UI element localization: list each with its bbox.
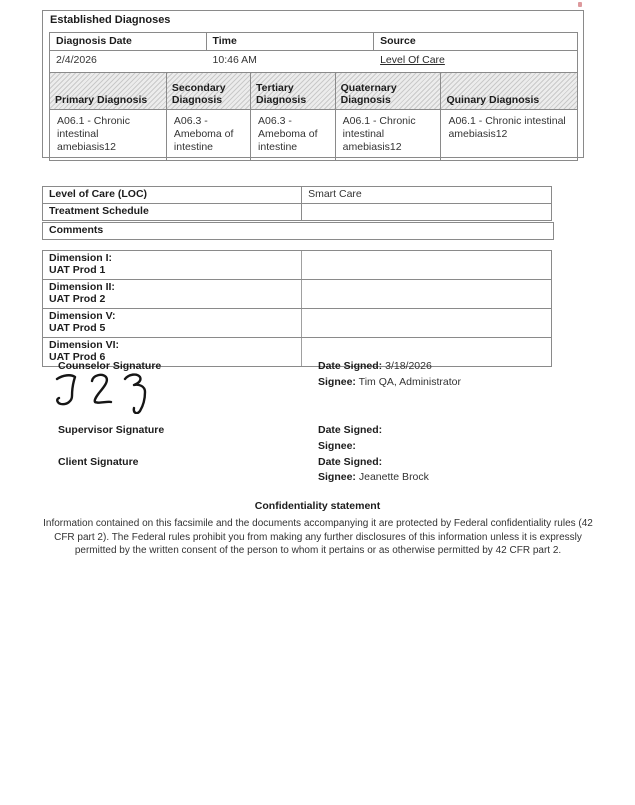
- quaternary-diagnosis-header: Quaternary Diagnosis: [335, 72, 441, 110]
- tertiary-diagnosis-value: A06.3 - Ameboma of intestine: [250, 110, 335, 161]
- client-signee-line: [318, 471, 429, 483]
- dimension-2-title: Dimension II:: [49, 281, 115, 293]
- signature-stroke-3: [125, 375, 145, 414]
- tertiary-diagnosis-header: Tertiary Diagnosis: [250, 72, 335, 110]
- treatment-schedule-value: [302, 204, 551, 220]
- dimension-1-value: UAT Prod 1: [49, 263, 106, 276]
- dimension-1-label: [43, 251, 302, 279]
- established-diagnoses-title: Established Diagnoses: [50, 14, 171, 26]
- diagnosis-date-value: 2/4/2026: [56, 54, 97, 66]
- confidentiality-body: Information contained on this facsimile and the documents accompanying it are protected by Federal confidentiality rules (42 CFR part 2). The Federal rules prohibit you from making any further disclosures of this information unless it is expressly permitted by the written consent of the person to whom it pertains or as otherwise permitted by 42 CFR part 2.: [43, 518, 593, 556]
- client-signature-label: Client Signature: [58, 456, 139, 468]
- diagnosis-date-header: Diagnosis Date: [50, 33, 207, 50]
- dimension-2-label: [43, 280, 302, 308]
- established-diagnoses-section: [42, 10, 584, 158]
- time-header: Time: [207, 33, 375, 50]
- counselor-signee-line: [318, 376, 461, 388]
- dimension-1-detail: [302, 251, 551, 279]
- dimension-1-title: Dimension I:: [49, 252, 113, 264]
- dimension-6-value: UAT Prod 6: [49, 350, 106, 363]
- client-signee-value: Jeanette Brock: [358, 471, 429, 483]
- signature-stroke-1: [57, 375, 75, 404]
- dimension-5-detail: [302, 309, 551, 337]
- supervisor-signee-line: [318, 440, 356, 452]
- diagnoses-table: [49, 72, 578, 161]
- table-row: [43, 204, 551, 220]
- primary-diagnosis-value: A06.1 - Chronic intestinal amebiasis12: [49, 110, 166, 161]
- quinary-diagnosis-value: A06.1 - Chronic intestinal amebiasis12: [440, 110, 578, 161]
- date-signed-label: Date Signed:: [318, 424, 383, 436]
- comments-header: Comments: [42, 222, 554, 240]
- time-value: 10:46 AM: [212, 54, 257, 66]
- signee-label: Signee:: [318, 376, 356, 388]
- dimension-2-value: UAT Prod 2: [49, 292, 106, 305]
- table-row: [43, 251, 551, 280]
- scan-artifact-mark: [578, 2, 582, 7]
- counselor-signature-label: Counselor Signature: [58, 360, 162, 372]
- date-signed-label: Date Signed:: [318, 456, 383, 468]
- source-header: Source: [380, 35, 416, 47]
- signature-stroke-2: [92, 375, 111, 403]
- dimension-5-label: [43, 309, 302, 337]
- dimension-5-value: UAT Prod 5: [49, 321, 106, 334]
- diagnoses-header-row: [49, 72, 578, 110]
- diagnosis-history-data-row: [50, 51, 577, 72]
- signee-label: Signee:: [318, 440, 356, 452]
- table-row: [43, 280, 551, 309]
- treatment-schedule-label: Treatment Schedule: [43, 204, 302, 220]
- signee-label: Signee:: [318, 471, 356, 483]
- secondary-diagnosis-value: A06.3 - Ameboma of intestine: [166, 110, 250, 161]
- dimensions-table: [42, 250, 552, 367]
- counselor-signee-value: Tim QA, Administrator: [358, 376, 461, 388]
- secondary-diagnosis-header: Secondary Diagnosis: [166, 72, 250, 110]
- diagnosis-history-header-row: [50, 33, 577, 51]
- table-row: [43, 187, 551, 204]
- client-date-signed-line: [318, 456, 382, 468]
- dimension-2-detail: [302, 280, 551, 308]
- counselor-signature-scrawl: [54, 370, 149, 414]
- date-signed-label: Date Signed:: [318, 360, 383, 372]
- counselor-date-signed-line: [318, 360, 432, 372]
- quinary-diagnosis-header: Quinary Diagnosis: [440, 72, 578, 110]
- counselor-date-signed-value: 3/18/2026: [385, 360, 432, 372]
- diagnosis-history-table: [49, 32, 578, 73]
- table-row: [43, 309, 551, 338]
- source-level-of-care-link[interactable]: Level Of Care: [380, 54, 445, 66]
- level-of-care-table: [42, 186, 552, 221]
- quaternary-diagnosis-value: A06.1 - Chronic intestinal amebiasis12: [335, 110, 441, 161]
- dimension-6-title: Dimension VI:: [49, 339, 120, 351]
- level-of-care-label: Level of Care (LOC): [43, 187, 302, 203]
- supervisor-date-signed-line: [318, 424, 382, 436]
- level-of-care-value: Smart Care: [308, 188, 362, 200]
- supervisor-signature-label: Supervisor Signature: [58, 424, 165, 436]
- primary-diagnosis-header: Primary Diagnosis: [49, 72, 166, 110]
- confidentiality-title: Confidentiality statement: [254, 500, 381, 512]
- diagnoses-data-row: [49, 110, 578, 161]
- dimension-5-title: Dimension V:: [49, 310, 116, 322]
